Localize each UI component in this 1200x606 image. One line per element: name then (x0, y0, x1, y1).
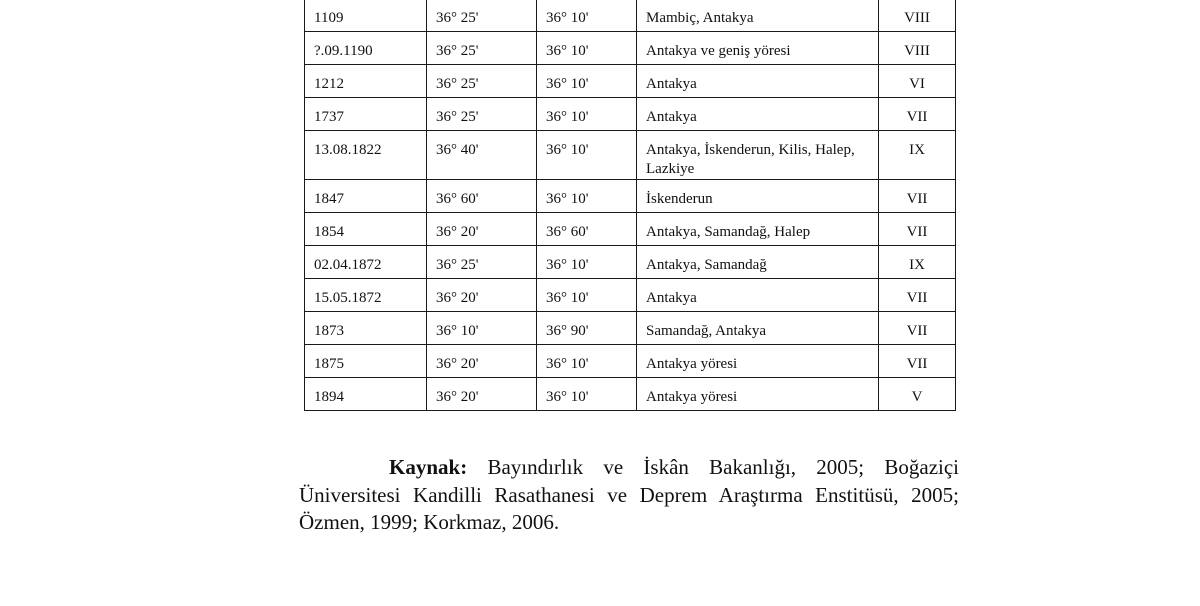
date-cell (305, 180, 427, 213)
date-cell (305, 98, 427, 131)
longitude-cell-text: 36° 10' (546, 76, 589, 92)
region-cell (637, 131, 879, 180)
table-row (305, 312, 956, 345)
region-cell (637, 32, 879, 65)
region-cell (637, 180, 879, 213)
longitude-cell (537, 65, 637, 98)
intensity-cell (879, 246, 956, 279)
region-cell (637, 98, 879, 131)
intensity-cell (879, 213, 956, 246)
latitude-cell-text: 36° 20' (436, 356, 479, 372)
date-cell-text: 1212 (314, 76, 344, 92)
region-cell-text: Samandağ, Antakya (646, 323, 766, 339)
intensity-cell-text: IX (909, 142, 925, 158)
intensity-cell (879, 279, 956, 312)
date-cell-text: 15.05.1872 (314, 290, 382, 306)
longitude-cell (537, 131, 637, 180)
longitude-cell-text: 36° 10' (546, 191, 589, 207)
date-cell-text: 02.04.1872 (314, 257, 382, 273)
region-cell-text: Antakya yöresi (646, 356, 738, 372)
source-citation (299, 454, 959, 537)
intensity-cell-text: VIII (904, 10, 930, 26)
intensity-cell-text: VII (906, 323, 928, 339)
table-row (305, 98, 956, 131)
intensity-cell (879, 345, 956, 378)
intensity-cell-text: VII (906, 109, 928, 125)
intensity-cell-text: VII (906, 224, 928, 240)
latitude-cell (427, 378, 537, 411)
longitude-cell (537, 98, 637, 131)
date-cell-text: 1847 (314, 191, 344, 207)
intensity-cell (879, 32, 956, 65)
latitude-cell-text: 36° 40' (436, 142, 479, 158)
region-cell (637, 0, 879, 32)
table-row (305, 180, 956, 213)
source-text: Bayındırlık ve İskân Bakanlığı, 2005; Boğaziçi Üniversitesi Kandilli Rasathanesi ve Deprem Araştırma Enstitüsü, 2005; Özmen, 1999; Korkmaz, 2006. (299, 455, 960, 534)
intensity-cell (879, 0, 956, 32)
region-cell-text: Antakya (646, 290, 697, 306)
longitude-cell (537, 213, 637, 246)
table-row (305, 279, 956, 312)
longitude-cell-text: 36° 90' (546, 323, 589, 339)
longitude-cell (537, 32, 637, 65)
table-row (305, 32, 956, 65)
table-row (305, 131, 956, 180)
date-cell-text: 1109 (314, 10, 344, 26)
date-cell-text: 1854 (314, 224, 344, 240)
intensity-cell-text: VII (906, 290, 928, 306)
longitude-cell (537, 279, 637, 312)
intensity-cell (879, 312, 956, 345)
intensity-cell-text: IX (909, 257, 925, 273)
longitude-cell-text: 36° 10' (546, 109, 589, 125)
region-cell-text: Antakya ve geniş yöresi (646, 43, 791, 59)
intensity-cell-text: VI (909, 76, 925, 92)
longitude-cell-text: 36° 10' (546, 257, 589, 273)
region-cell (637, 65, 879, 98)
longitude-cell-text: 36° 60' (546, 224, 589, 240)
latitude-cell (427, 131, 537, 180)
latitude-cell (427, 65, 537, 98)
latitude-cell (427, 279, 537, 312)
latitude-cell-text: 36° 25' (436, 257, 479, 273)
latitude-cell-text: 36° 20' (436, 290, 479, 306)
latitude-cell (427, 180, 537, 213)
date-cell (305, 378, 427, 411)
date-cell-text: 1894 (314, 389, 344, 405)
longitude-cell (537, 180, 637, 213)
region-cell (637, 246, 879, 279)
date-cell (305, 279, 427, 312)
intensity-cell (879, 65, 956, 98)
region-cell (637, 213, 879, 246)
date-cell (305, 32, 427, 65)
latitude-cell-text: 36° 25' (436, 10, 479, 26)
region-cell-text: Antakya yöresi (646, 389, 738, 405)
date-cell (305, 246, 427, 279)
table-row (305, 378, 956, 411)
region-cell (637, 345, 879, 378)
longitude-cell (537, 246, 637, 279)
region-cell (637, 312, 879, 345)
intensity-cell (879, 378, 956, 411)
date-cell-text: 13.08.1822 (314, 142, 382, 158)
latitude-cell (427, 345, 537, 378)
region-cell (637, 378, 879, 411)
table-row (305, 246, 956, 279)
date-cell (305, 65, 427, 98)
earthquake-table (304, 0, 956, 411)
region-cell-text: Antakya, Samandağ, Halep (646, 224, 811, 240)
latitude-cell-text: 36° 60' (436, 191, 479, 207)
table-row (305, 213, 956, 246)
intensity-cell-text: VII (906, 356, 928, 372)
latitude-cell-text: 36° 25' (436, 76, 479, 92)
date-cell-text: 1875 (314, 356, 344, 372)
longitude-cell-text: 36° 10' (546, 290, 589, 306)
date-cell-text: 1873 (314, 323, 344, 339)
latitude-cell-text: 36° 25' (436, 43, 479, 59)
date-cell (305, 131, 427, 180)
region-cell-text: Antakya, Samandağ (646, 257, 767, 273)
source-label: Kaynak: (389, 455, 468, 479)
latitude-cell-text: 36° 20' (436, 224, 479, 240)
latitude-cell (427, 0, 537, 32)
longitude-cell (537, 345, 637, 378)
table-row (305, 0, 956, 32)
longitude-cell (537, 378, 637, 411)
date-cell (305, 0, 427, 32)
intensity-cell (879, 131, 956, 180)
region-cell-text: Antakya (646, 109, 697, 125)
longitude-cell-text: 36° 10' (546, 43, 589, 59)
earthquake-table-body (305, 0, 956, 411)
intensity-cell-text: VIII (904, 43, 930, 59)
date-cell-text: 1737 (314, 109, 344, 125)
region-cell-text: Antakya, İskenderun, Kilis, Halep, Lazkiye (646, 142, 855, 177)
latitude-cell-text: 36° 25' (436, 109, 479, 125)
intensity-cell-text: V (911, 389, 923, 405)
region-cell-text: Mambiç, Antakya (646, 10, 754, 26)
date-cell (305, 213, 427, 246)
table-row (305, 345, 956, 378)
longitude-cell (537, 312, 637, 345)
intensity-cell (879, 98, 956, 131)
latitude-cell (427, 32, 537, 65)
intensity-cell (879, 180, 956, 213)
date-cell (305, 312, 427, 345)
latitude-cell (427, 312, 537, 345)
latitude-cell (427, 213, 537, 246)
latitude-cell (427, 246, 537, 279)
intensity-cell-text: VII (906, 191, 928, 207)
longitude-cell-text: 36° 10' (546, 389, 589, 405)
region-cell-text: İskenderun (646, 191, 713, 207)
longitude-cell-text: 36° 10' (546, 356, 589, 372)
longitude-cell-text: 36° 10' (546, 142, 589, 158)
date-cell-text: ?.09.1190 (314, 43, 373, 59)
region-cell-text: Antakya (646, 76, 697, 92)
longitude-cell (537, 0, 637, 32)
latitude-cell-text: 36° 10' (436, 323, 479, 339)
table-row (305, 65, 956, 98)
date-cell (305, 345, 427, 378)
region-cell (637, 279, 879, 312)
latitude-cell (427, 98, 537, 131)
latitude-cell-text: 36° 20' (436, 389, 479, 405)
longitude-cell-text: 36° 10' (546, 10, 589, 26)
